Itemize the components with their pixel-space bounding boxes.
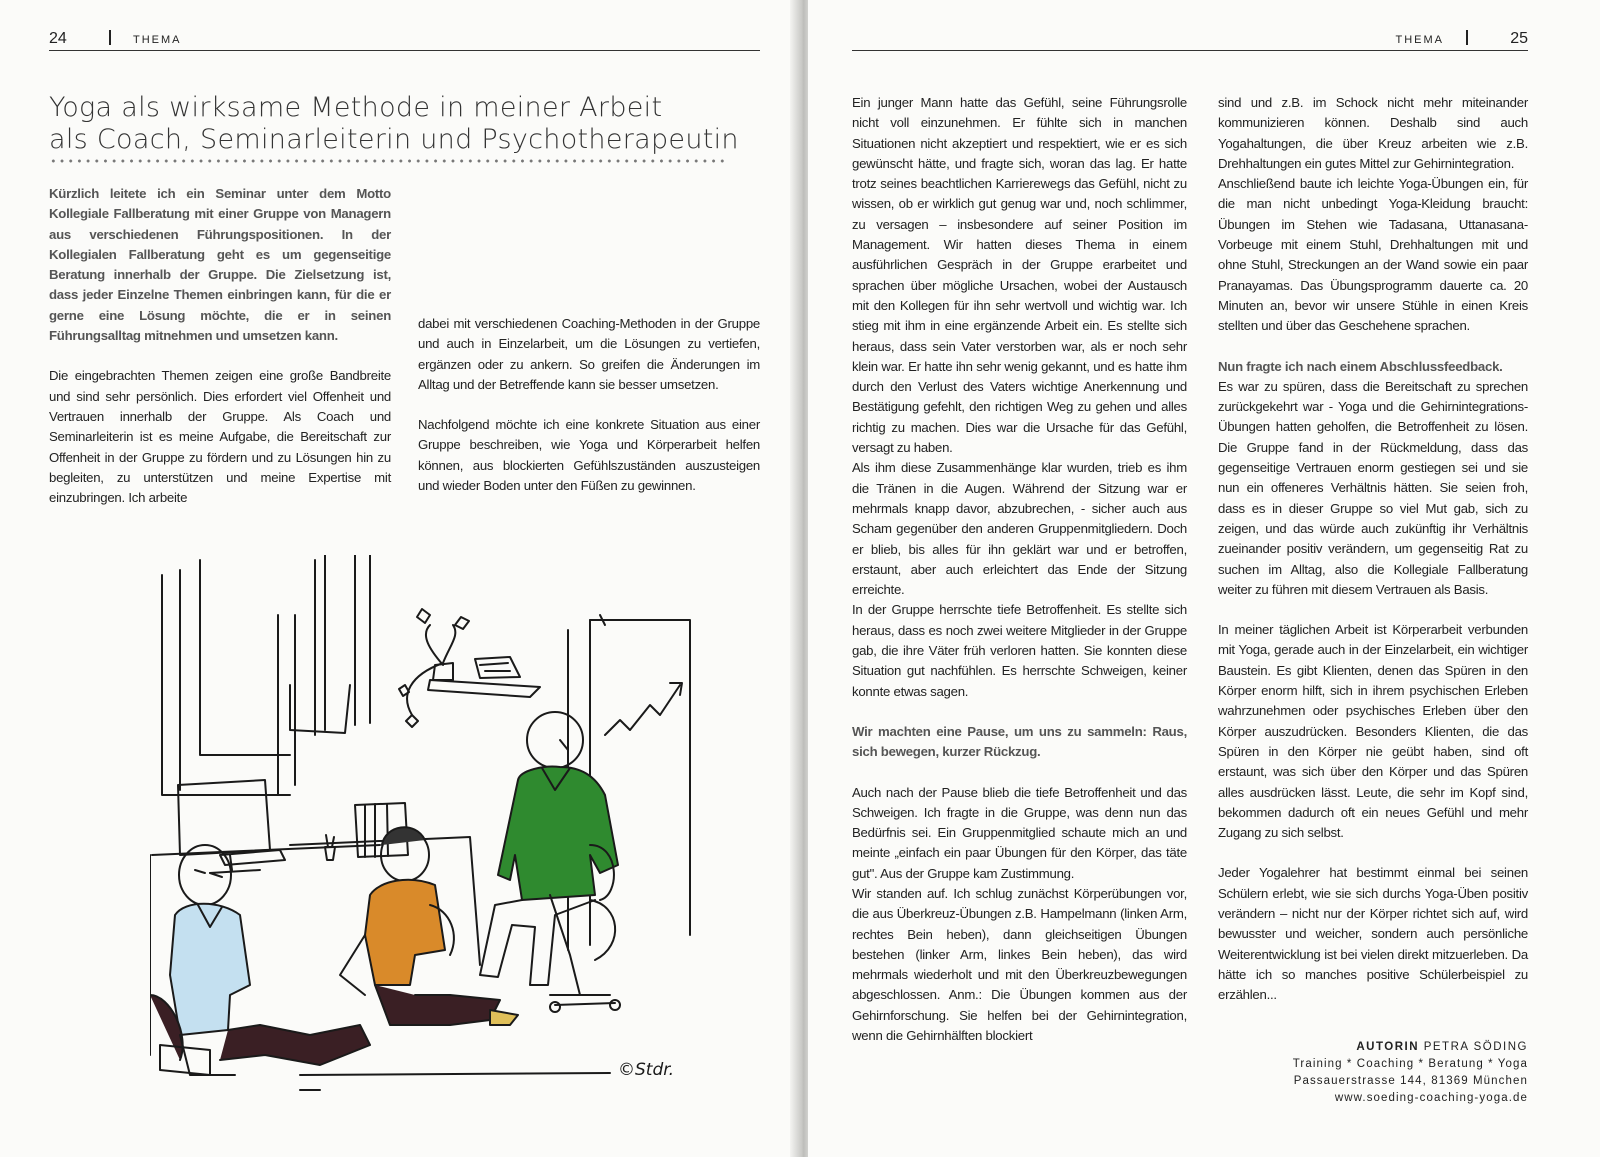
author-address: Passauerstrasse 144, 81369 München: [1293, 1075, 1528, 1087]
left-section-label: THEMA: [132, 34, 182, 46]
dotted-divider: [49, 158, 725, 164]
right-page-number: 25: [1510, 30, 1528, 47]
left-header-rule: [49, 50, 760, 51]
right-column-2: [1218, 93, 1528, 1005]
body-paragraph: Nachfolgend möchte ich eine konkrete Situation aus einer Gruppe beschreiben, wie Yoga und Körperarbeit helfen können, aus blockierten Gefühlszuständen auszusteigen und wieder Boden unter den Füßen zu gewinnen.: [418, 417, 760, 494]
body-paragraph: Ein junger Mann hatte das Gefühl, seine Führungsrolle nicht voll einzunehmen. Er fühlte sich in manchen Situationen nicht akzeptiert und respektiert, wie er es sich gewünscht hätte, und fragte sich, woran das lag. Er hatte trotz seines beachtlichen Karrierewegs das Gefühl, nicht zu wissen, ob er wirklich gut genug war und, noch schlimmer, zu versagen – insbesondere auf seiner Position im Management. Wir hatten dieses Thema in einem ausführlichen Gespräch in der Gruppe erarbeitet und sprachen über mögliche Ursachen, wobei der Austausch mit den Kollegen für ihn sehr wertvoll und wichtig war. Ich stieg mit ihm in eine ergänzende Arbeit ein. Es stellte sich heraus, dass sein Vater verstorben war, als er noch sehr klein war. Er hatte ihn sehr wenig gekannt, und es hatte ihm durch den Verlust des Vaters wichtige Anerkennung und Bestätigung gefehlt, den richtigen Weg zu gehen und alles richtig zu machen. Dies war die Ursache für das Gefühl, versagt zu haben.: [852, 95, 1187, 456]
author-website-link[interactable]: www.soeding-coaching-yoga.de: [1334, 1092, 1528, 1104]
divider-bar: [1466, 30, 1468, 45]
right-header-rule: [852, 50, 1528, 51]
author-label: AUTORIN: [1356, 1041, 1420, 1053]
body-paragraph: Wir standen auf. Ich schlug zunächst Körperübungen vor, die aus Überkreuz-Übungen z.B. Hampelmann (linken Arm, rechtes Bein heben), dann gleichseitigen Übungen bestehen (linker Arm, linkes Bein heben), das wird mehrmals wiederholt und mit den Überkreuzbewegungen abgeschlossen. Anm.: Die Übungen kommen aus der Gehirnforschung. Sie helfen bei der Gehirnintegration, wenn die Gehirnhälften blockiert: [852, 885, 1187, 1044]
author-services: Training * Coaching * Beratung * Yoga: [1292, 1058, 1528, 1070]
body-paragraph: sind und z.B. im Schock nicht mehr miteinander kommunizieren können. Deshalb sind auch Yogahaltungen, die über Kreuz arbeiten wie z.B. Drehhaltungen ein gutes Mittel zur Gehirnintegration.: [1218, 95, 1528, 171]
subheading: Nun fragte ich nach einem Abschlussfeedback.: [1218, 358, 1503, 374]
body-paragraph: Jeder Yogalehrer hat bestimmt einmal bei seinen Schülern erlebt, wie sie sich durchs Yoga-Üben positiv verändern – nicht nur der Körper richtet sich auf, wird bewusster und weicher, sondern auch persönliche Weiterentwicklung ist bei vielen direkt mitzuerleben. Da hätte ich so manches positive Schülerbeispiel zu erzählen...: [1218, 865, 1528, 1003]
lead-paragraph: Kürzlich leitete ich ein Seminar unter dem Motto Kollegiale Fallberatung mit einer Gruppe von Managern aus verschiedenen Führungspositionen. In der Kollegialen Fallberatung geht es um gegenseitige Beratung innerhalb der Gruppe. Die Zielsetzung ist, dass jeder Einzelne Themen einbringen kann, für die er gerne eine Lösung möchte, die er in seinen Führungsalltag mitnehmen und umsetzen kann.: [49, 186, 391, 344]
body-paragraph: Die eingebrachten Themen zeigen eine große Bandbreite und sind sehr persönlich. Dies erfordert viel Offenheit und Vertrauen innerhalb der Gruppe. Als Coach und Seminarleiterin ist es meine Aufgabe, die Bereitschaft zur Offenheit in der Gruppe zu fördern und zu Lösungen hin zu begleiten, zu unterstützen und meine Expertise mit einzubringen. Ich arbeite: [49, 368, 391, 506]
right-page: [808, 0, 1600, 1157]
body-paragraph: Auch nach der Pause blieb die tiefe Betroffenheit und das Schweigen. Ich fragte in die Gruppe, was denn nun das Bedürfnis sei. Ein Gruppenmitglied schaute mich an und meinte „einfach ein paar Übungen für den Körper, das täte gut". Aus der Gruppe kam Zustimmung.: [852, 784, 1187, 881]
author-box: [1293, 1039, 1528, 1107]
author-line: [1293, 1039, 1528, 1056]
right-running-head: [1396, 30, 1528, 52]
article-headline: [49, 92, 749, 156]
headline-line-1: Yoga als wirksame Methode in meiner Arbeit: [49, 92, 663, 123]
author-name: PETRA SÖDING: [1423, 1041, 1528, 1053]
left-column-2: [418, 314, 760, 496]
left-column-1: [49, 184, 391, 508]
body-paragraph: In der Gruppe herrschte tiefe Betroffenheit. Es stellte sich heraus, dass es noch zwei weitere Mitglieder in der Gruppe gab, die ihre Väter früh verloren hatten. Sie konnten diese Situation gut nachfühlen. Es herrschte Schweigen, keiner konnte etwas sagen.: [852, 602, 1187, 699]
cartoon-illustration: [150, 555, 720, 1110]
body-paragraph: Als ihm diese Zusammenhänge klar wurden, trieb es ihm die Tränen in die Augen. Während der Sitzung war er mehrmals knapp davor, abzubrechen, - sicher auch aus Scham gegenüber den anderen Gruppenmitgliedern. Doch er blieb, bis alles für ihn geklärt war und er betroffen, erstaunt, aber auch erleichtert das Ende der Sitzung erreichte.: [852, 460, 1187, 598]
body-paragraph: Anschließend baute ich leichte Yoga-Übungen ein, für die man nicht unbedingt Yoga-Kleidung braucht: Übungen im Stehen wie Tadasana, Uttanasana-Vorbeuge mit einem Stuhl, Drehhaltungen mit und ohne Stuhl, Streckungen an der Wand sowie ein paar Pranayamas. Das Übungsprogramm dauerte ca. 20 Minuten an, bevor wir unsere Stühle in einen Kreis stellten und über das Geschehene sprachen.: [1218, 176, 1528, 334]
body-paragraph: dabei mit verschiedenen Coaching-Methoden in der Gruppe und auch in Einzelarbeit, um die Lösungen zu vertiefen, ergänzen oder zu ankern. So greifen die Änderungen im Alltag und der Betreffende kann sie besser umsetzen.: [418, 316, 760, 392]
subheading: Wir machten eine Pause, um uns zu sammeln: Raus, sich bewegen, kurzer Rückzug.: [852, 723, 1187, 760]
body-paragraph: Es war zu spüren, dass die Bereitschaft zu sprechen zurückgekehrt war - Yoga und die Gehirnintegrations-Übungen hatten geholfen, die Betroffenheit zu lösen. Die Gruppe fand in der Rückmeldung, dass das gegenseitige Vertrauen enorm gestiegen sei und sie nun ein offeneres Verhältnis hätten. Sie seien froh, dass es in dieser Gruppe so viel Mut gab, sich zu zeigen, und das würde auch zukünftig ihr Verhältnis zueinander positiv verändern, um gegenseitig Rat zu suchen im Alltag, also die Kollegiale Fallberatung weiter zu führen mit diesem Vertrauen als Basis.: [1218, 378, 1528, 597]
left-page-number: 24: [49, 30, 67, 47]
left-running-head: [49, 30, 181, 52]
right-section-label: THEMA: [1395, 34, 1445, 46]
illustration-signature: ©Stdr.: [618, 1060, 675, 1080]
headline-line-2: als Coach, Seminarleiterin und Psychotherapeutin: [49, 124, 739, 155]
body-paragraph: In meiner täglichen Arbeit ist Körperarbeit verbunden mit Yoga, gerade auch in der Einzelarbeit, ein wichtiger Baustein. Es gibt Klienten, denen das Spüren in den Körper enorm hilft, sich in ihrem psychischen Erleben wahrzunehmen oder psychisches Erleben über den Körper auszudrücken. Besonders Klienten, die das Spüren in den Körper nie geübt haben, sind oft erstaunt, was sich über den Körper und das Spüren alles ausdrücken lässt. Leute, die sehr im Kopf sind, bekommen dadurch oft ein neues Gefühl und mehr Zugang zu sich selbst.: [1218, 622, 1528, 841]
divider-bar: [109, 30, 111, 45]
right-column-1: [852, 93, 1187, 1046]
